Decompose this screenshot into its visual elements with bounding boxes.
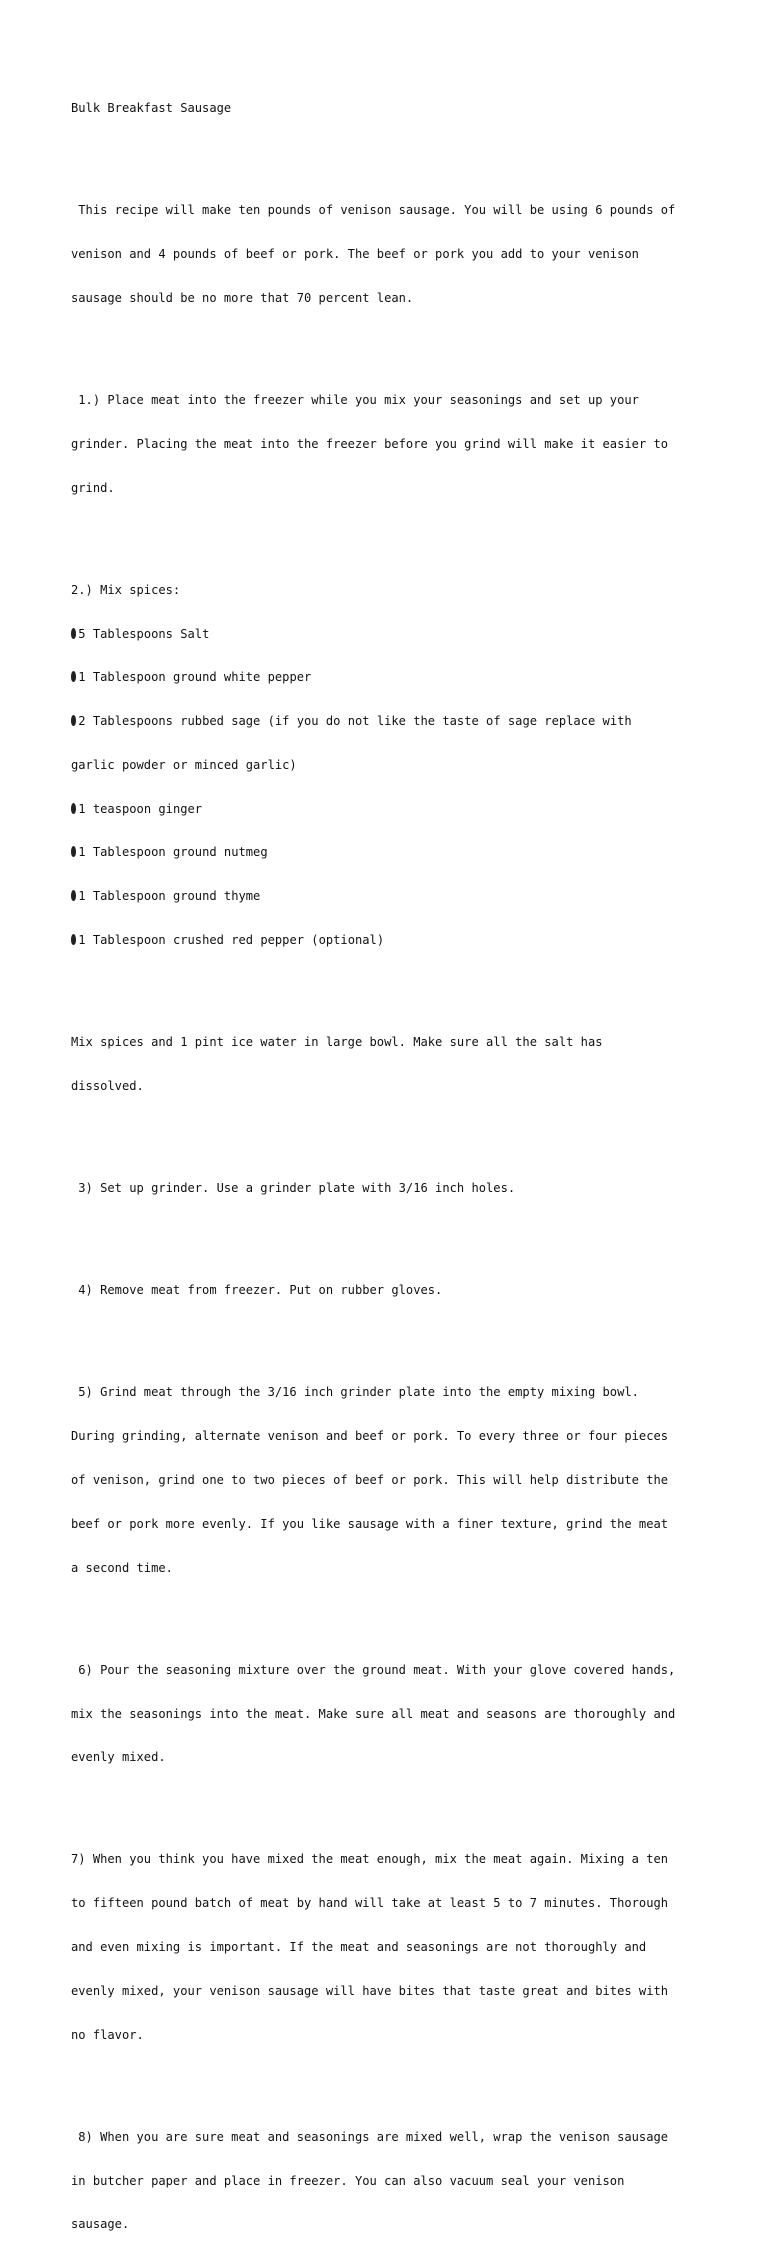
spice-item-text: 2 Tablespoons rubbed sage (if you do not like the taste of sage replace with	[78, 714, 632, 729]
spice-item	[71, 714, 721, 729]
step7-line: evenly mixed, your venison sausage will have bites that taste great and bites with	[71, 1983, 669, 1998]
step1-line: grinder. Placing the meat into the freezer before you grind will make it easier to	[71, 436, 669, 451]
spice-item-text: 1 Tablespoon crushed red pepper (optional)	[78, 933, 385, 948]
step7-line: to fifteen pound batch of meat by hand will take at least 5 to 7 minutes. Thorough	[71, 1896, 669, 1911]
spice-item-text: 1 Tablespoon ground white pepper	[78, 670, 312, 685]
step7-line: and even mixing is important. If the meat and seasonings are not thoroughly and	[71, 1940, 647, 1954]
bullet-glyph-icon	[71, 715, 76, 726]
spacer	[71, 977, 721, 992]
bullet-glyph-icon	[71, 803, 76, 814]
step1-line: 1.) Place meat into the freezer while you mix your seasonings and set up your	[71, 393, 639, 408]
spice-item	[71, 845, 721, 860]
spacer	[71, 2071, 721, 2086]
step1-line: grind.	[71, 480, 115, 495]
step7-line: no flavor.	[71, 2027, 144, 2042]
step5-line: beef or pork more evenly. If you like sausage with a finer texture, grind the meat	[71, 1516, 669, 1531]
intro-line: venison and 4 pounds of beef or pork. The beef or pork you add to your venison	[71, 247, 639, 262]
spacer	[71, 1794, 721, 1809]
document-title: Bulk Breakfast Sausage	[71, 101, 232, 116]
spice-item	[71, 933, 721, 948]
spice-item	[71, 889, 721, 904]
step3-line: 3) Set up grinder. Use a grinder plate with 3/16 inch holes.	[71, 1181, 516, 1196]
step5-line: of venison, grind one to two pieces of beef or pork. This will help distribute the	[71, 1473, 669, 1487]
step4-line: 4) Remove meat from freezer. Put on rubber gloves.	[71, 1283, 443, 1298]
step6-line: 6) Pour the seasoning mixture over the ground meat. With your glove covered hands,	[71, 1662, 676, 1677]
bullet-glyph-icon	[71, 628, 76, 639]
bullet-glyph-icon	[71, 934, 76, 945]
spice-item-text: 1 teaspoon ginger	[78, 801, 203, 816]
intro-line: This recipe will make ten pounds of venison sausage. You will be using 6 pounds of	[71, 203, 676, 218]
step5-line: 5) Grind meat through the 3/16 inch grinder plate into the empty mixing bowl.	[71, 1385, 639, 1400]
spacer	[71, 1604, 721, 1619]
spacer	[71, 524, 721, 539]
step2-heading: 2.) Mix spices:	[71, 582, 181, 597]
step7-line: 7) When you think you have mixed the meat enough, mix the meat again. Mixing a ten	[71, 1852, 669, 1867]
step6-line: mix the seasonings into the meat. Make sure all meat and seasons are thoroughly and	[71, 1706, 676, 1721]
spacer	[71, 1123, 721, 1138]
spice-item-text: 1 Tablespoon ground nutmeg	[78, 845, 268, 860]
bullet-glyph-icon	[71, 846, 76, 857]
spacer	[71, 145, 721, 160]
step8-line: sausage.	[71, 2217, 130, 2232]
step5-line: During grinding, alternate venison and beef or pork. To every three or four pieces	[71, 1429, 669, 1444]
spice-item	[71, 670, 721, 685]
step6-line: evenly mixed.	[71, 1750, 166, 1765]
bullet-glyph-icon	[71, 890, 76, 901]
spice-continuation: garlic powder or minced garlic)	[71, 757, 297, 772]
document-page	[71, 72, 721, 2246]
spice-item	[71, 802, 721, 817]
mix-note-line: dissolved.	[71, 1078, 144, 1093]
spacer	[71, 1327, 721, 1342]
step8-line: 8) When you are sure meat and seasonings are mixed well, wrap the venison sausage	[71, 2129, 669, 2144]
step5-line: a second time.	[71, 1560, 173, 1575]
spacer	[71, 335, 721, 350]
spice-item-text: 1 Tablespoon ground thyme	[78, 889, 261, 904]
step8-line: in butcher paper and place in freezer. You can also vacuum seal your venison	[71, 2173, 625, 2188]
spacer	[71, 1225, 721, 1240]
mix-note-line: Mix spices and 1 pint ice water in large bowl. Make sure all the salt has	[71, 1035, 603, 1050]
intro-line: sausage should be no more that 70 percent lean.	[71, 290, 414, 305]
spice-item	[71, 627, 721, 642]
bullet-glyph-icon	[71, 671, 76, 682]
spice-item-text: 5 Tablespoons Salt	[78, 626, 210, 641]
